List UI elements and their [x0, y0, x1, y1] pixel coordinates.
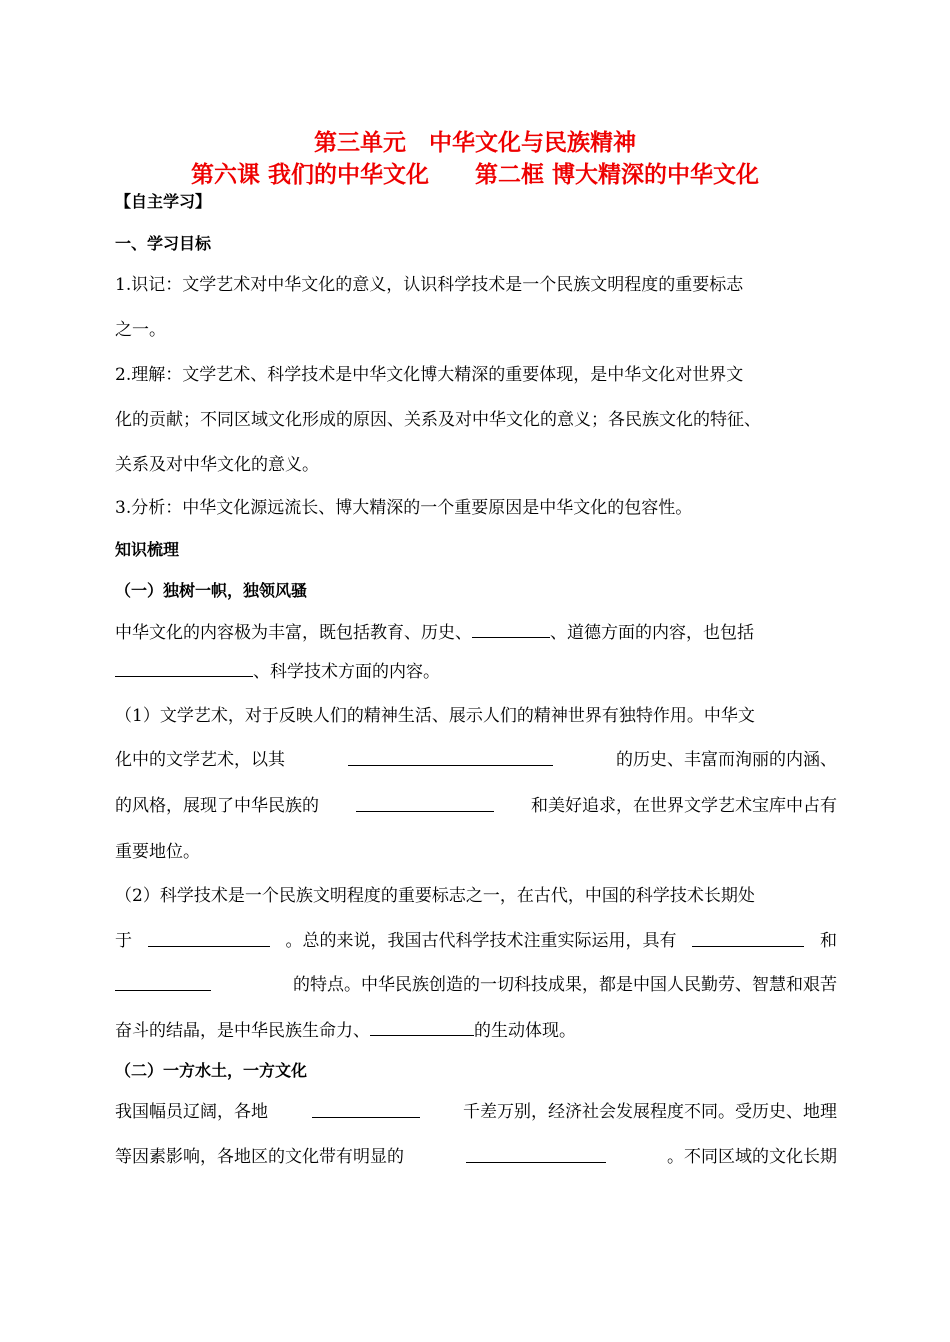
text-segment: 。总的来说，我国古代科学技术注重实际运用，具有 [285, 931, 677, 951]
fill-blank[interactable] [472, 620, 550, 638]
fill-blank[interactable] [348, 748, 553, 766]
text-segment: 的历史、丰富而洵丽的内涵、 [616, 750, 837, 770]
fill-blank[interactable] [356, 794, 494, 812]
fill-blank[interactable] [148, 929, 270, 947]
self-study-label: 【自主学习】 [115, 192, 212, 211]
p2-line-3 [115, 973, 837, 997]
goal-1-line-2: 之一。 [115, 320, 166, 340]
part1-heading: （一）独树一帜，独领风骚 [115, 581, 308, 600]
fill-blank[interactable] [312, 1100, 420, 1118]
fill-blank[interactable] [115, 659, 253, 677]
knowledge-heading: 知识梳理 [115, 540, 180, 559]
unit-title: 第三单元 中华文化与民族精神 [314, 130, 636, 156]
lesson-title: 第六课 我们的中华文化 第二框 博大精深的中华文化 [190, 162, 759, 188]
text-segment: 。不同区域的文化长期 [667, 1147, 837, 1167]
text-segment: 等因素影响，各地区的文化带有明显的 [115, 1147, 404, 1167]
text-segment: 千差万别，经济社会发展程度不同。受历史、地理 [463, 1102, 837, 1122]
text-segment: 的生动体现。 [474, 1021, 576, 1041]
p1-line-2 [115, 748, 837, 772]
p1-line-4: 重要地位。 [115, 842, 200, 862]
part1-intro-line-2 [115, 659, 837, 684]
part1-intro-line-1 [115, 620, 837, 645]
goal-2-line-1: 2.理解：文学艺术、科学技术是中华文化博大精深的重要体现，是中华文化对世界文 [115, 365, 744, 385]
p2-line-2 [115, 929, 837, 953]
goal-2-line-2: 化的贡献；不同区域文化形成的原因、关系及对中华文化的意义；各民族文化的特征、 [115, 410, 761, 430]
text-segment: 的风格，展现了中华民族的 [115, 796, 319, 816]
text-segment: 、科学技术方面的内容。 [253, 662, 440, 682]
p1-line-3 [115, 794, 837, 818]
text-segment: 和美好追求，在世界文学艺术宝库中占有 [531, 796, 837, 816]
goal-2-line-3: 关系及对中华文化的意义。 [115, 455, 319, 475]
learning-goals-heading: 一、学习目标 [115, 234, 212, 253]
text-segment: 的特点。中华民族创造的一切科技成果，都是中国人民勤劳、智慧和艰苦 [293, 975, 837, 995]
text-segment: 化中的文学艺术，以其 [115, 750, 285, 770]
text-segment: 、道德方面的内容，也包括 [550, 623, 754, 643]
p2-line-1: （2）科学技术是一个民族文明程度的重要标志之一，在古代，中国的科学技术长期处 [115, 886, 755, 906]
text-segment: 中华文化的内容极为丰富，既包括教育、历史、 [115, 623, 472, 643]
fill-blank[interactable] [466, 1145, 606, 1163]
part2-heading: （二）一方水土，一方文化 [115, 1061, 308, 1080]
fill-blank[interactable] [692, 929, 804, 947]
p2-line-4 [115, 1018, 837, 1043]
fill-blank[interactable] [370, 1018, 474, 1036]
text-segment: 我国幅员辽阔，各地 [115, 1102, 268, 1122]
fill-blank[interactable] [115, 973, 211, 991]
p1-line-1: （1）文学艺术，对于反映人们的精神生活、展示人们的精神世界有独特作用。中华文 [115, 706, 755, 726]
goal-3-line-1: 3.分析：中华文化源远流长、博大精深的一个重要原因是中华文化的包容性。 [115, 498, 693, 518]
part2-line-2 [115, 1145, 837, 1169]
text-segment: 奋斗的结晶，是中华民族生命力、 [115, 1021, 370, 1041]
part2-line-1 [115, 1100, 837, 1124]
text-segment: 和 [820, 931, 837, 951]
text-segment: 于 [115, 931, 132, 951]
goal-1-line-1: 1.识记：文学艺术对中华文化的意义，认识科学技术是一个民族文明程度的重要标志 [115, 275, 744, 295]
